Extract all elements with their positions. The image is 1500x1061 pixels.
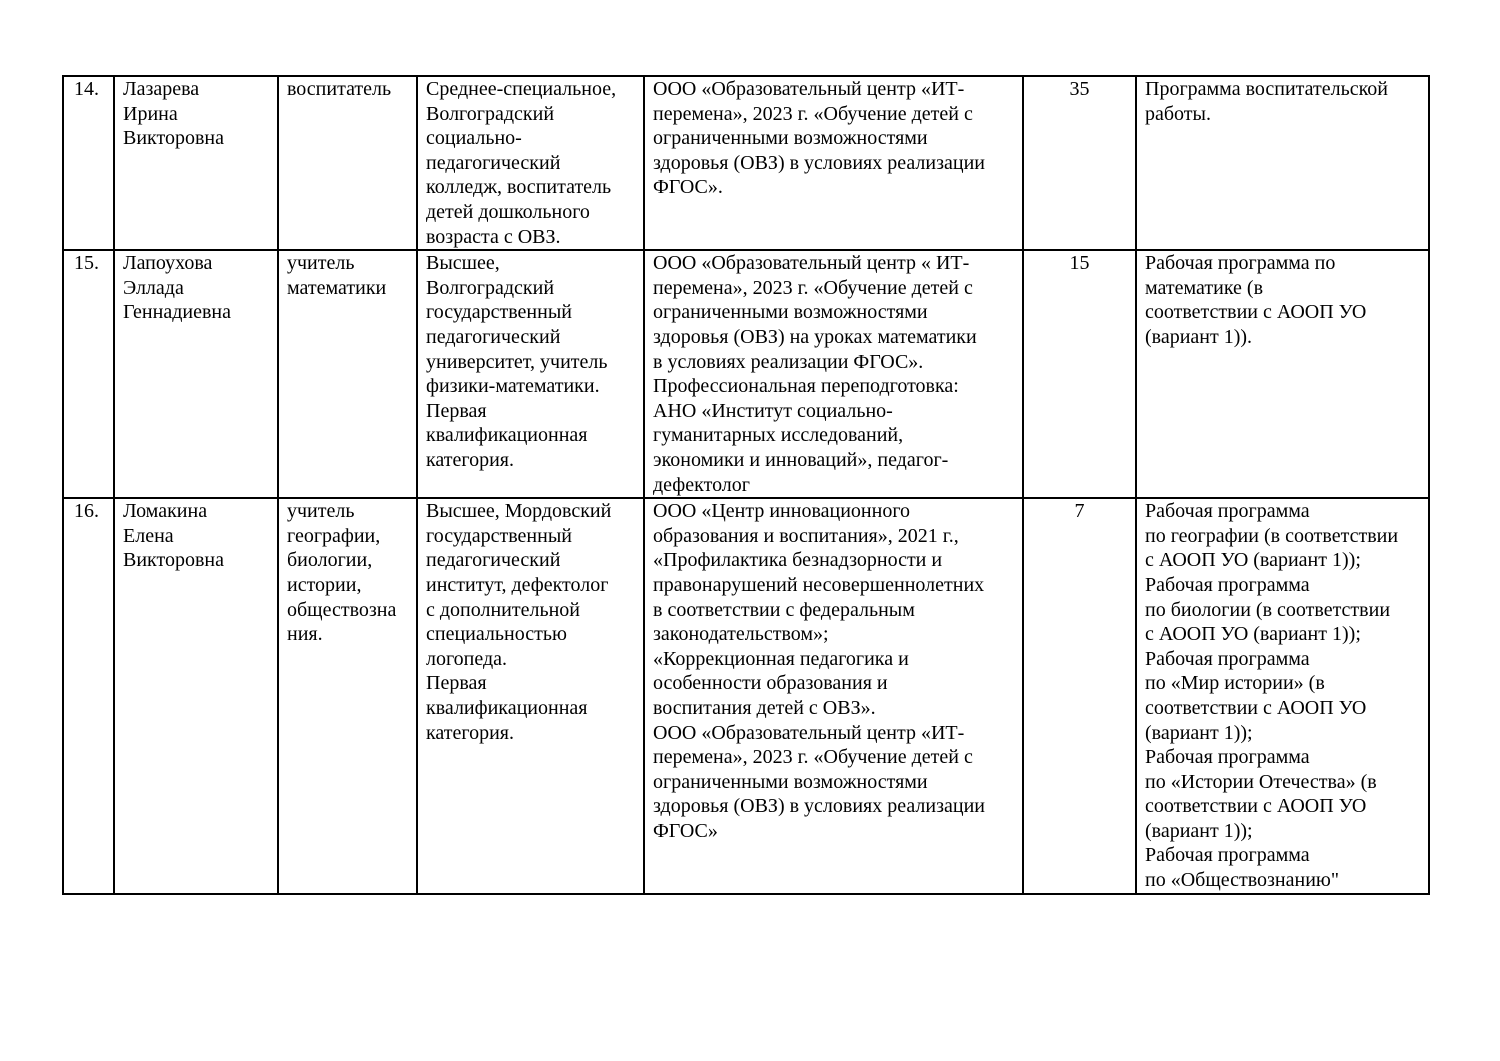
row-number-cell: 15.: [63, 250, 114, 498]
training-cell: ООО «Центр инновационного образования и воспитания», 2021 г., «Профилактика безнадзорности и правонарушений несовершеннолетних в соответствии с федеральным законодательством»; «Коррекционная педагогика и особенности образования и воспитания детей с ОВЗ». ООО «Образовательный центр «ИТ- перемена», 2023 г. «Обучение детей с ограниченными возможностями здоровья (ОВЗ) в условиях реализации ФГОС»: [644, 498, 1023, 894]
programs-cell: Рабочая программа по географии (в соответствии с АООП УО (вариант 1)); Рабочая программа по биологии (в соответствии с АООП УО (вариант 1)); Рабочая программа по «Мир истории» (в соответствии с АООП УО (вариант 1)); Рабочая программа по «Истории Отечества» (в соответствии с АООП УО (вариант 1)); Рабочая программа по «Обществознанию": [1136, 498, 1429, 894]
position-cell: учитель географии, биологии, истории, обществозна ния.: [278, 498, 417, 894]
training-cell: ООО «Образовательный центр « ИТ- перемена», 2023 г. «Обучение детей с ограниченными возможностями здоровья (ОВЗ) на уроках математики в условиях реализации ФГОС». Профессиональная переподготовка: АНО «Институт социально- гуманитарных исследований, экономики и инноваций», педагог- дефектолог: [644, 250, 1023, 498]
full-name-cell: Лапоухова Эллада Геннадиевна: [114, 250, 278, 498]
programs-cell: Программа воспитательской работы.: [1136, 76, 1429, 250]
experience-years-cell: 7: [1023, 498, 1136, 894]
experience-years-cell: 15: [1023, 250, 1136, 498]
row-number-cell: 14.: [63, 76, 114, 250]
position-cell: воспитатель: [278, 76, 417, 250]
staff-table: [62, 75, 1430, 895]
row-number-cell: 16.: [63, 498, 114, 894]
position-cell: учитель математики: [278, 250, 417, 498]
education-cell: Высшее, Волгоградский государственный педагогический университет, учитель физики-математики. Первая квалификационная категория.: [417, 250, 644, 498]
table-row: [63, 76, 1429, 250]
programs-cell: Рабочая программа по математике (в соответствии с АООП УО (вариант 1)).: [1136, 250, 1429, 498]
full-name-cell: Ломакина Елена Викторовна: [114, 498, 278, 894]
full-name-cell: Лазарева Ирина Викторовна: [114, 76, 278, 250]
education-cell: Высшее, Мордовский государственный педагогический институт, дефектолог с дополнительной специальностью логопеда. Первая квалификационная категория.: [417, 498, 644, 894]
table-row: [63, 250, 1429, 498]
education-cell: Среднее-специальное, Волгоградский социально- педагогический колледж, воспитатель детей дошкольного возраста с ОВЗ.: [417, 76, 644, 250]
table-row: [63, 498, 1429, 894]
experience-years-cell: 35: [1023, 76, 1136, 250]
training-cell: ООО «Образовательный центр «ИТ- перемена», 2023 г. «Обучение детей с ограниченными возможностями здоровья (ОВЗ) в условиях реализации ФГОС».: [644, 76, 1023, 250]
